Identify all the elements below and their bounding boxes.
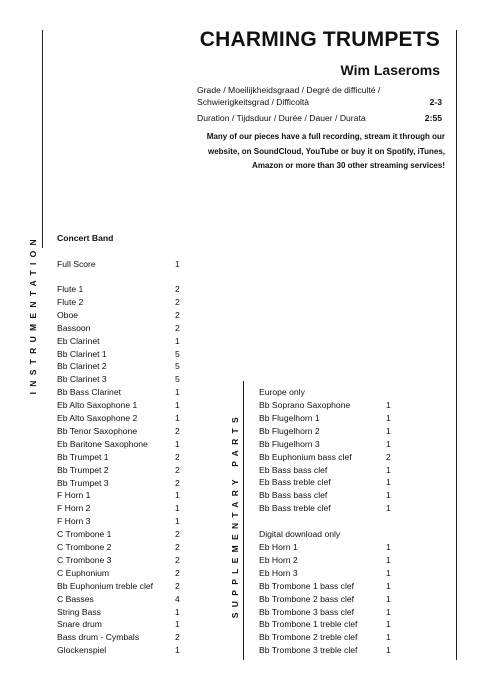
list-item: [57, 425, 187, 437]
item-qty: 1: [386, 477, 391, 488]
item-qty: 1: [175, 438, 180, 449]
list-item: [57, 464, 187, 476]
item-qty: 1: [386, 464, 391, 475]
item-name: Bb Trombone 2 treble clef: [259, 632, 358, 643]
item-qty: 1: [386, 645, 391, 656]
item-name: C Trombone 3: [57, 554, 112, 565]
concert-band-heading: Concert Band: [57, 233, 114, 243]
digital-only-list: [259, 541, 399, 657]
item-qty: 1: [386, 580, 391, 591]
duration-label: Duration / Tijdsduur / Durée / Dauer / Durata: [197, 113, 366, 123]
item-qty: 2: [175, 451, 180, 462]
instrumentation-side-label: INSTRUMENTATION: [28, 234, 38, 395]
instrumentation-list: [57, 283, 187, 657]
list-item: [57, 477, 187, 489]
item-name: Bb Trumpet 2: [57, 464, 109, 475]
item-qty: 2: [175, 542, 180, 552]
list-item: [57, 283, 187, 295]
streaming-promo: Many of our pieces have a full recording, stream it through our website, on SoundCloud, YouTube or buy it on Spotify, iTunes, Amazon or more than 30 other streaming services!: [206, 132, 445, 170]
item-qty: 2: [175, 554, 180, 565]
item-name: Bb Soprano Saxophone: [259, 400, 351, 410]
item-name: Eb Horn 3: [259, 567, 298, 578]
item-qty: 1: [386, 503, 391, 514]
grade-value: 2-3: [429, 97, 442, 107]
list-item: [57, 451, 187, 463]
item-name: F Horn 2: [57, 503, 91, 514]
list-item: [57, 541, 187, 553]
item-qty: 1: [175, 606, 180, 617]
item-qty: 2: [175, 632, 180, 643]
list-item: [57, 567, 187, 579]
list-item: [259, 580, 398, 592]
item-qty: 2: [175, 296, 180, 307]
item-name: String Bass: [57, 606, 101, 617]
item-qty: 2: [175, 477, 180, 488]
item-name: C Euphonium: [57, 567, 110, 578]
list-item: [259, 644, 398, 656]
item-qty: 2: [175, 529, 180, 540]
item-qty: 1: [386, 567, 391, 578]
item-name: Eb Horn 2: [259, 554, 298, 565]
list-item: [57, 438, 187, 450]
item-qty: 5: [175, 361, 180, 372]
item-qty: 1: [175, 259, 180, 269]
list-item: [259, 541, 398, 553]
list-item: [259, 567, 398, 579]
item-name: Bb Flugelhorn 1: [259, 412, 320, 423]
list-item: [57, 296, 187, 308]
europe-only-heading: Europe only: [259, 387, 305, 397]
item-name: C Trombone 1: [57, 529, 112, 540]
item-name: Bb Clarinet 2: [57, 361, 107, 372]
item-name: Bb Flugelhorn 2: [259, 425, 320, 436]
item-name: Bb Tenor Saxophone: [57, 425, 138, 436]
item-qty: 2: [175, 464, 180, 475]
item-qty: 1: [386, 542, 391, 552]
item-qty: 2: [175, 309, 180, 320]
item-name: Bb Clarinet 3: [57, 374, 107, 385]
list-item: [57, 515, 187, 527]
item-name: Bb Trombone 1 treble clef: [259, 619, 358, 630]
list-item: [57, 502, 187, 514]
left-rule: [42, 30, 43, 248]
list-item: [57, 554, 187, 566]
item-qty: 1: [386, 425, 391, 436]
item-name: Eb Baritone Saxophone: [57, 438, 148, 449]
item-qty: 1: [175, 335, 180, 346]
item-name: Eb Alto Saxophone 1: [57, 400, 138, 411]
item-qty: 1: [386, 490, 391, 501]
item-name: Eb Horn 1: [259, 542, 298, 552]
full-score-row: [57, 258, 187, 270]
item-qty: 1: [175, 645, 180, 656]
item-name: Eb Alto Saxophone 2: [57, 413, 138, 423]
grade-info: [197, 84, 442, 108]
item-qty: 1: [386, 632, 391, 643]
list-item: [57, 644, 187, 656]
item-qty: 1: [386, 606, 391, 617]
item-name: Eb Bass treble clef: [259, 477, 331, 488]
item-name: Bb Bass treble clef: [259, 503, 331, 514]
item-qty: 1: [386, 554, 391, 565]
item-qty: 1: [175, 503, 180, 514]
list-item: [57, 489, 187, 501]
item-name: Snare drum: [57, 619, 102, 630]
item-name: Flute 1: [57, 284, 84, 294]
item-qty: 2: [175, 580, 180, 591]
item-qty: 2: [175, 425, 180, 436]
list-item: [259, 554, 398, 566]
list-item: [259, 618, 398, 630]
list-item: [57, 399, 187, 411]
list-item: [57, 373, 187, 385]
list-item: [259, 631, 398, 643]
item-qty: 1: [386, 619, 391, 630]
europe-only-list: [259, 399, 399, 515]
item-name: Bb Euphonium bass clef: [259, 451, 352, 462]
list-item: [259, 399, 398, 411]
item-name: Flute 2: [57, 296, 84, 307]
item-qty: 5: [175, 374, 180, 385]
list-item: [259, 451, 398, 463]
item-qty: 1: [386, 438, 391, 449]
list-item: [57, 528, 187, 540]
list-item: [57, 618, 187, 630]
item-qty: 4: [175, 593, 180, 604]
item-name: F Horn 3: [57, 516, 91, 527]
item-name: Eb Bass bass clef: [259, 464, 328, 475]
page-title: CHARMING TRUMPETS: [199, 28, 440, 51]
list-item: [57, 360, 187, 372]
item-name: F Horn 1: [57, 490, 91, 501]
item-qty: 1: [175, 413, 180, 423]
grade-label: Grade / Moeilijkheidsgraad / Degré de difficulté / Schwierigkeitsgrad / Difficoltà: [197, 85, 381, 107]
list-item: [57, 322, 187, 334]
item-qty: 2: [175, 567, 180, 578]
item-qty: 2: [175, 322, 180, 333]
item-qty: 2: [386, 451, 391, 462]
list-item: [57, 386, 187, 398]
item-qty: 1: [386, 400, 391, 410]
list-item: [57, 606, 187, 618]
list-item: [259, 425, 398, 437]
item-name: Bb Bass Clarinet: [57, 387, 122, 398]
item-name: Bb Clarinet 1: [57, 348, 107, 359]
item-qty: 1: [175, 490, 180, 501]
item-qty: 1: [175, 387, 180, 398]
item-name: Bb Trombone 3 treble clef: [259, 645, 358, 656]
item-qty: 5: [175, 348, 180, 359]
item-name: Bb Euphonium treble clef: [57, 580, 154, 591]
item-name: Bassoon: [57, 322, 91, 333]
item-qty: 1: [175, 400, 180, 411]
composer-name: Wim Laseroms: [340, 62, 440, 78]
list-item: [57, 593, 187, 605]
list-item: [57, 309, 187, 321]
item-qty: 1: [175, 516, 180, 527]
supplementary-side-label: SUPPLEMENTARY PARTS: [230, 412, 240, 619]
list-item: [259, 438, 398, 450]
item-name: Bb Bass bass clef: [259, 490, 328, 501]
list-item: [57, 335, 187, 347]
item-name: Full Score: [57, 259, 96, 269]
list-item: [259, 593, 398, 605]
item-qty: 1: [386, 593, 391, 604]
item-name: Glockenspiel: [57, 645, 107, 656]
middle-rule: [243, 381, 244, 660]
item-name: Eb Clarinet: [57, 335, 100, 346]
duration-value: 2:55: [424, 113, 442, 123]
item-name: C Trombone 2: [57, 542, 112, 552]
item-name: Bb Trombone 1 bass clef: [259, 580, 355, 591]
item-name: Bb Flugelhorn 3: [259, 438, 320, 449]
duration-info: [197, 112, 442, 124]
item-qty: 1: [386, 412, 391, 423]
right-rule: [456, 30, 457, 660]
list-item: [259, 489, 398, 501]
list-item: [259, 412, 398, 424]
digital-only-heading: Digital download only: [259, 529, 341, 539]
item-name: Bass drum - Cymbals: [57, 632, 140, 643]
list-item: [57, 580, 187, 592]
item-name: Oboe: [57, 309, 79, 320]
item-name: Bb Trumpet 3: [57, 477, 109, 488]
list-item: [259, 606, 398, 618]
item-name: Bb Trombone 2 bass clef: [259, 593, 355, 604]
list-item: [57, 631, 187, 643]
list-item: [259, 464, 398, 476]
item-name: Bb Trombone 3 bass clef: [259, 606, 355, 617]
list-item: [259, 502, 398, 514]
list-item: [57, 412, 187, 424]
item-name: Bb Trumpet 1: [57, 451, 109, 462]
item-qty: 1: [175, 619, 180, 630]
item-name: C Basses: [57, 593, 94, 604]
item-qty: 2: [175, 284, 180, 294]
list-item: [57, 348, 187, 360]
list-item: [259, 476, 398, 488]
